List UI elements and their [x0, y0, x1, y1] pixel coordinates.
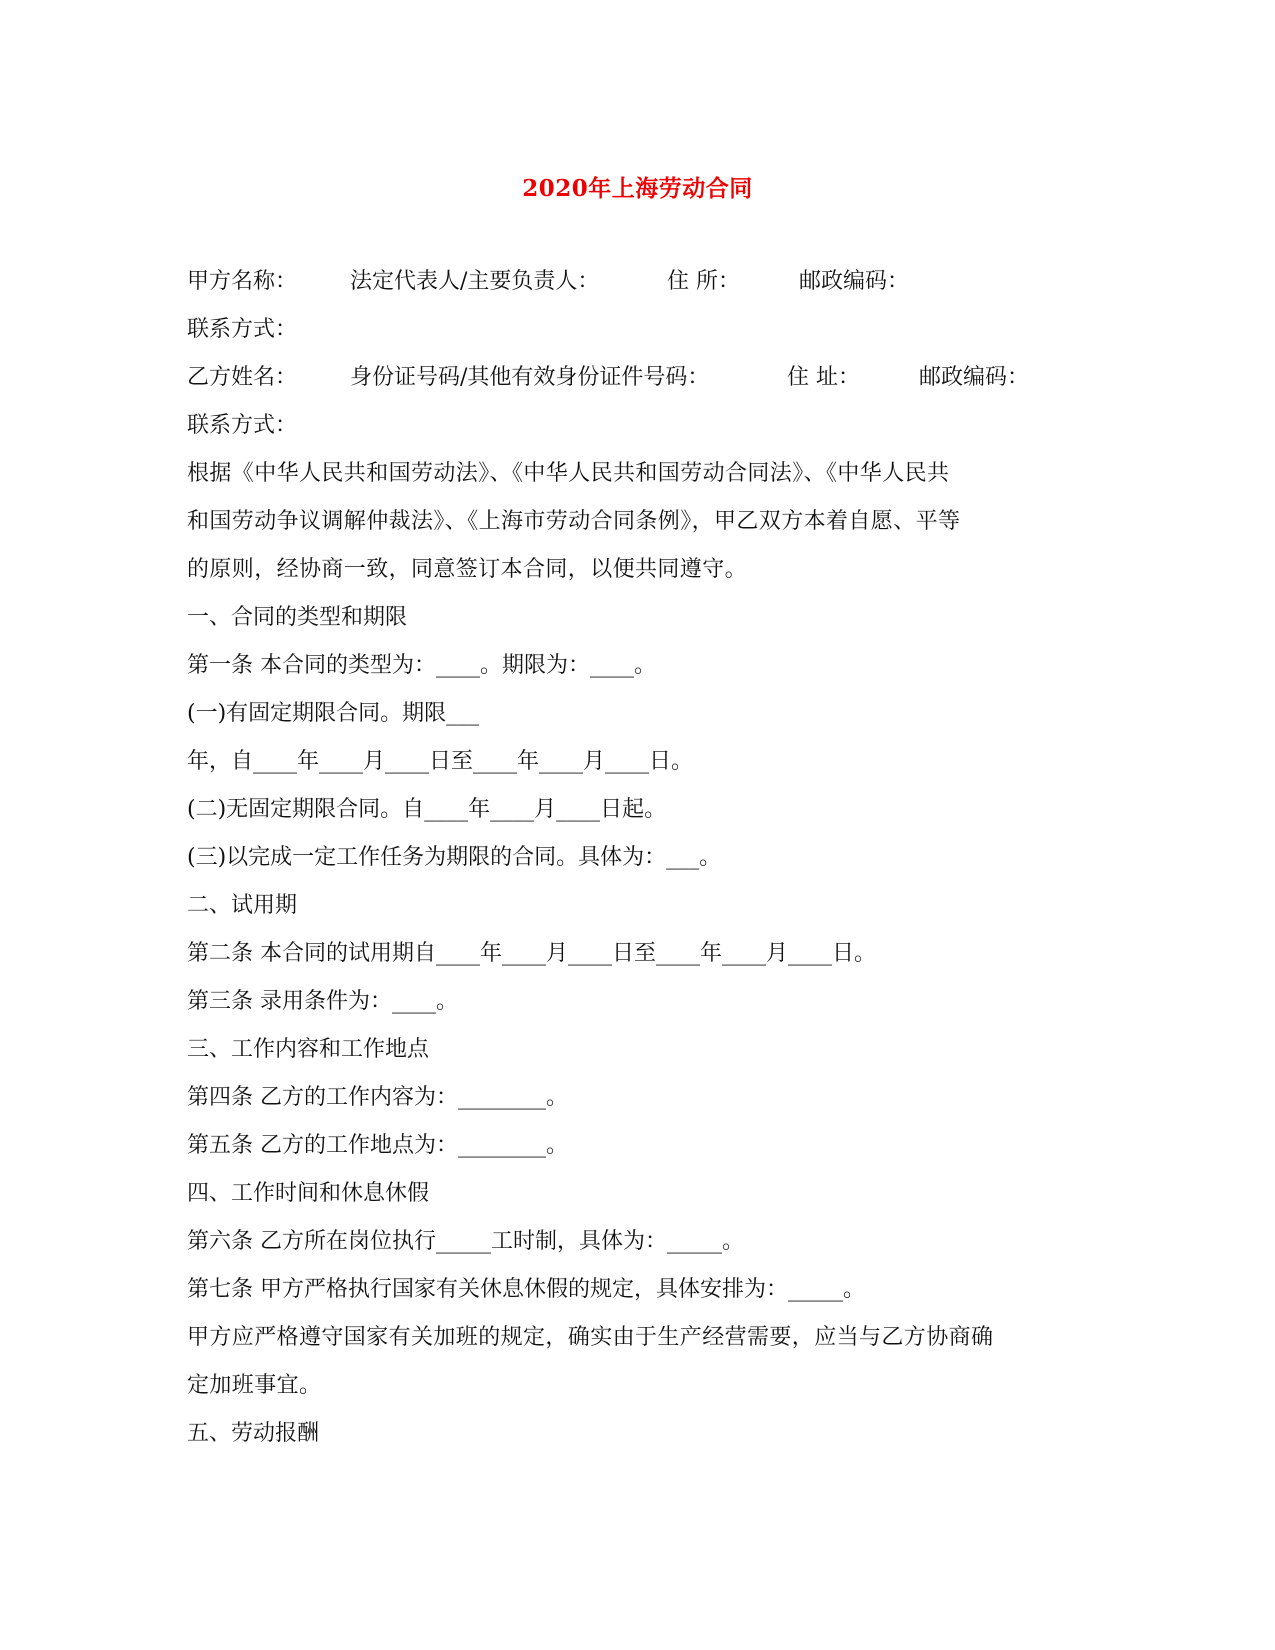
preamble-line: 和国劳动争议调解仲裁法》、《上海市劳动合同条例》，甲乙双方本着自愿、平等: [187, 509, 961, 534]
clause-6: 第六条 乙方所在岗位执行_____工时制，具体为：_____。: [187, 1229, 744, 1254]
party-a-representative-label: 法定代表人/主要负责人：: [350, 269, 600, 294]
party-a-address-label: 住 所：: [667, 269, 740, 294]
section-heading-1: 一、合同的类型和期限: [187, 605, 408, 630]
clause-1-item-2: (二)无固定期限合同。自____年____月____日起。: [187, 797, 667, 822]
overtime-line: 甲方应严格遵守国家有关加班的规定，确实由于生产经营需要，应当与乙方协商确: [187, 1325, 994, 1350]
party-a-info-line: [187, 258, 1087, 306]
preamble-line: 根据《中华人民共和国劳动法》、《中华人民共和国劳动合同法》、《中华人民共: [187, 461, 950, 486]
party-b-id-label: 身份证号码/其他有效身份证件号码：: [350, 365, 710, 390]
clause-1-item-1: (一)有固定期限合同。期限___: [187, 701, 480, 726]
party-b-postcode-label: 邮政编码：: [919, 365, 1030, 390]
party-b-info-line: [187, 354, 1087, 402]
party-b-name-label: 乙方姓名：: [187, 365, 298, 390]
document-body: [187, 258, 1087, 1458]
clause-1-item-3: (三)以完成一定工作任务为期限的合同。具体为：___。: [187, 845, 722, 870]
party-a-name-label: 甲方名称：: [187, 269, 298, 294]
section-heading-4: 四、工作时间和休息休假: [187, 1181, 430, 1206]
clause-2: 第二条 本合同的试用期自____年____月____日至____年____月____日。: [187, 941, 876, 966]
party-a-postcode-label: 邮政编码：: [799, 269, 910, 294]
section-heading-2: 二、试用期: [187, 893, 298, 918]
section-heading-3: 三、工作内容和工作地点: [187, 1037, 430, 1062]
document-title: 2020年上海劳动合同: [522, 175, 753, 202]
clause-1-item-1-dates: 年，自____年____月____日至____年____月____日。: [187, 749, 694, 774]
clause-5: 第五条 乙方的工作地点为：________。: [187, 1133, 568, 1158]
clause-4: 第四条 乙方的工作内容为：________。: [187, 1085, 568, 1110]
preamble-line: 的原则，经协商一致，同意签订本合同，以便共同遵守。: [187, 557, 748, 582]
party-b-address-label: 住 址：: [787, 365, 860, 390]
section-heading-5: 五、劳动报酬: [187, 1421, 320, 1446]
overtime-line: 定加班事宜。: [187, 1373, 322, 1398]
clause-3: 第三条 录用条件为：____。: [187, 989, 458, 1014]
party-a-contact-label: 联系方式：: [187, 317, 298, 342]
clause-7: 第七条 甲方严格执行国家有关休息休假的规定，具体安排为：_____。: [187, 1277, 865, 1302]
party-b-contact-label: 联系方式：: [187, 413, 298, 438]
clause-1: 第一条 本合同的类型为：____。期限为：____。: [187, 653, 656, 678]
